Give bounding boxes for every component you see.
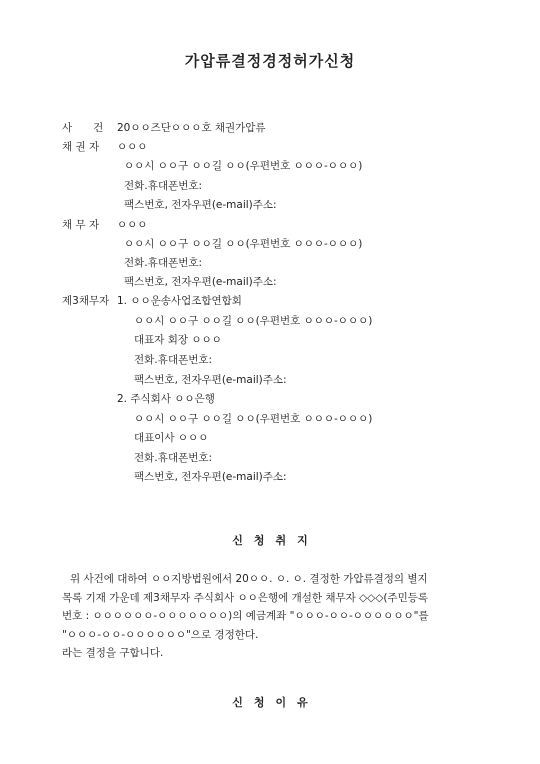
creditor-address: ㅇㅇ시 ㅇㅇ구 ㅇㅇ길 ㅇㅇ(우편번호 ㅇㅇㅇ-ㅇㅇㅇ) — [124, 160, 363, 172]
debtor-label: 채 무 자 — [62, 219, 100, 231]
creditor-fax-email: 팩스번호, 전자우편(e-mail)주소: — [124, 199, 277, 211]
purpose-line: "ㅇㅇㅇ-ㅇㅇ-ㅇㅇㅇㅇㅇㅇ"으로 경정한다. — [62, 628, 259, 641]
third-debtor-1-fax-email: 팩스번호, 전자우편(e-mail)주소: — [134, 374, 287, 386]
third-debtor-1-address: ㅇㅇ시 ㅇㅇ구 ㅇㅇ길 ㅇㅇ(우편번호 ㅇㅇㅇ-ㅇㅇㅇ) — [134, 315, 373, 327]
creditor-phone: 전화․휴대폰번호: — [124, 180, 203, 192]
debtor-name: ㅇㅇㅇ — [117, 219, 148, 231]
case-value: 20ㅇㅇ즈단ㅇㅇㅇ호 채권가압류 — [117, 122, 266, 134]
third-debtor-2-phone: 전화․휴대폰번호: — [134, 452, 213, 464]
debtor-phone: 전화․휴대폰번호: — [124, 257, 203, 269]
purpose-line: 라는 결정을 구합니다. — [62, 647, 164, 659]
reason-heading: 신 청 이 유 — [232, 696, 308, 709]
purpose-heading: 신 청 취 지 — [232, 534, 308, 547]
purpose-paragraph — [62, 570, 482, 663]
third-debtor-1-rep: 대표자 회장 ㅇㅇㅇ — [134, 334, 222, 346]
third-debtor-2-name: 2. 주식회사 ㅇㅇ은행 — [117, 393, 215, 405]
debtor-fax-email: 팩스번호, 전자우편(e-mail)주소: — [124, 276, 277, 288]
case-label: 사 건 — [62, 122, 104, 134]
creditor-label: 채 권 자 — [62, 141, 100, 153]
third-debtor-2-fax-email: 팩스번호, 전자우편(e-mail)주소: — [134, 471, 287, 483]
third-debtor-1-phone: 전화․휴대폰번호: — [134, 354, 213, 366]
third-debtor-2-rep: 대표이사 ㅇㅇㅇ — [134, 432, 209, 444]
third-debtor-1-name: 1. ㅇㅇ운송사업조합연합회 — [117, 295, 242, 307]
purpose-line: 위 사건에 대하여 ㅇㅇ지방법원에서 20ㅇㅇ. ㅇ. ㅇ. 결정한 가압류결정의 별지 — [70, 573, 428, 585]
third-debtor-label: 제3채무자 — [62, 295, 110, 307]
document-title: 가압류결정경정허가신청 — [184, 52, 356, 70]
debtor-address: ㅇㅇ시 ㅇㅇ구 ㅇㅇ길 ㅇㅇ(우편번호 ㅇㅇㅇ-ㅇㅇㅇ) — [124, 238, 363, 250]
creditor-name: ㅇㅇㅇ — [117, 141, 148, 153]
purpose-line: 번호 : ㅇㅇㅇㅇㅇㅇ-ㅇㅇㅇㅇㅇㅇㅇ)의 예금계좌 "ㅇㅇㅇ-ㅇㅇ-ㅇㅇㅇㅇㅇㅇ"를 — [62, 610, 429, 622]
purpose-line: 목록 기재 가운데 제3채무자 주식회사 ㅇㅇ은행에 개설한 채무자 ◇◇◇(주민등록 — [62, 591, 428, 604]
third-debtor-2-address: ㅇㅇ시 ㅇㅇ구 ㅇㅇ길 ㅇㅇ(우편번호 ㅇㅇㅇ-ㅇㅇㅇ) — [134, 413, 373, 425]
